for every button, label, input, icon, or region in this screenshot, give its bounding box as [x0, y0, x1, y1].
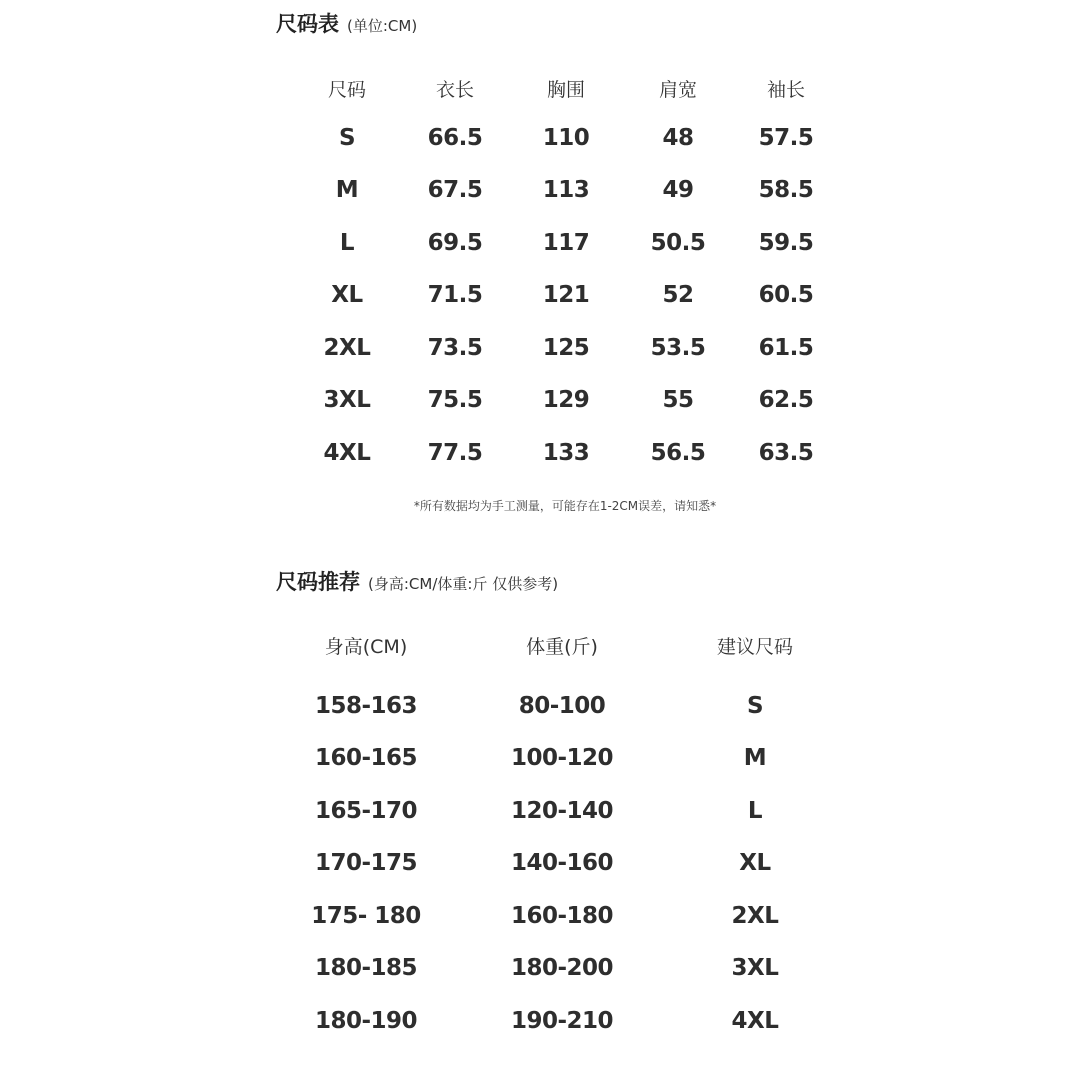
size-header-cell: 胸围	[546, 79, 586, 101]
rec-table-cell: 175- 180	[311, 903, 421, 929]
size-table-cell: 4XL	[323, 440, 371, 466]
size-table-cell: 3XL	[323, 387, 371, 413]
size-chart-unit: (单位:CM)	[347, 17, 418, 35]
rec-table-cell: 170-175	[314, 850, 418, 876]
rec-table-cell: 190-210	[510, 1008, 614, 1034]
size-table-cell: 60.5	[758, 282, 814, 308]
rec-table-cell: XL	[739, 850, 771, 876]
size-header-cell: 肩宽	[658, 79, 698, 101]
size-table-cell: S	[338, 125, 356, 151]
rec-table-cell: 4XL	[731, 1008, 779, 1034]
rec-table-cell: 160-165	[314, 745, 418, 771]
rec-table-cell: M	[743, 745, 767, 771]
size-header-cell: 衣长	[435, 79, 475, 101]
size-table-cell: 62.5	[758, 387, 814, 413]
size-table-cell: 56.5	[650, 440, 706, 466]
size-table-cell: 59.5	[758, 230, 814, 256]
rec-header-cell: 体重(斤)	[526, 636, 598, 658]
size-table-cell: 133	[542, 440, 590, 466]
rec-header-cell: 身高(CM)	[324, 636, 408, 658]
size-table-cell: 121	[542, 282, 590, 308]
size-table-cell: 50.5	[650, 230, 706, 256]
rec-table-cell: 180-190	[314, 1008, 418, 1034]
size-table-cell: L	[339, 230, 355, 256]
rec-table-cell: 3XL	[731, 955, 779, 981]
rec-table-cell: 80-100	[518, 693, 606, 719]
size-table-cell: 67.5	[427, 177, 483, 203]
size-table-cell: 48	[662, 125, 694, 151]
size-table-cell: 57.5	[758, 125, 814, 151]
size-table-cell: 125	[542, 335, 590, 361]
rec-table-cell: 140-160	[510, 850, 614, 876]
size-table-cell: 55	[662, 387, 694, 413]
size-table-cell: 69.5	[427, 230, 483, 256]
size-table-cell: 49	[662, 177, 694, 203]
size-table-cell: 71.5	[427, 282, 483, 308]
size-table-cell: 52	[662, 282, 694, 308]
size-table-cell: 73.5	[427, 335, 483, 361]
size-table-cell: M	[335, 177, 359, 203]
size-table-cell: 129	[542, 387, 590, 413]
size-header-cell: 袖长	[766, 79, 806, 101]
size-table-cell: XL	[331, 282, 363, 308]
size-table-cell: 63.5	[758, 440, 814, 466]
size-table-cell: 113	[542, 177, 590, 203]
size-table-cell: 77.5	[427, 440, 483, 466]
size-table-cell: 110	[542, 125, 590, 151]
recommendation-title	[276, 566, 558, 596]
size-header-cell: 尺码	[327, 79, 367, 101]
size-table-cell: 66.5	[427, 125, 483, 151]
recommendation-unit: (身高:CM/体重:斤 仅供参考)	[368, 575, 559, 593]
size-chart-title	[276, 8, 417, 38]
size-table-cell: 58.5	[758, 177, 814, 203]
rec-table-cell: 158-163	[314, 693, 418, 719]
size-table-cell: 53.5	[650, 335, 706, 361]
size-table-cell: 2XL	[323, 335, 371, 361]
size-chart-title-text: 尺码表	[276, 12, 339, 36]
recommendation-title-text: 尺码推荐	[276, 570, 360, 594]
size-table-cell: 75.5	[427, 387, 483, 413]
size-table-cell: 61.5	[758, 335, 814, 361]
rec-table-cell: 120-140	[510, 798, 614, 824]
measurement-note: *所有数据均为手工测量，可能存在1-2CM误差，请知悉*	[413, 499, 717, 513]
rec-table-cell: L	[747, 798, 763, 824]
rec-table-cell: 180-185	[314, 955, 418, 981]
rec-table-cell: 2XL	[731, 903, 779, 929]
rec-table-cell: 165-170	[314, 798, 418, 824]
rec-table-cell: 100-120	[510, 745, 614, 771]
rec-table-cell: 160-180	[510, 903, 614, 929]
rec-header-cell: 建议尺码	[716, 636, 794, 658]
rec-table-cell: 180-200	[510, 955, 614, 981]
rec-table-cell: S	[746, 693, 764, 719]
size-table-cell: 117	[542, 230, 590, 256]
